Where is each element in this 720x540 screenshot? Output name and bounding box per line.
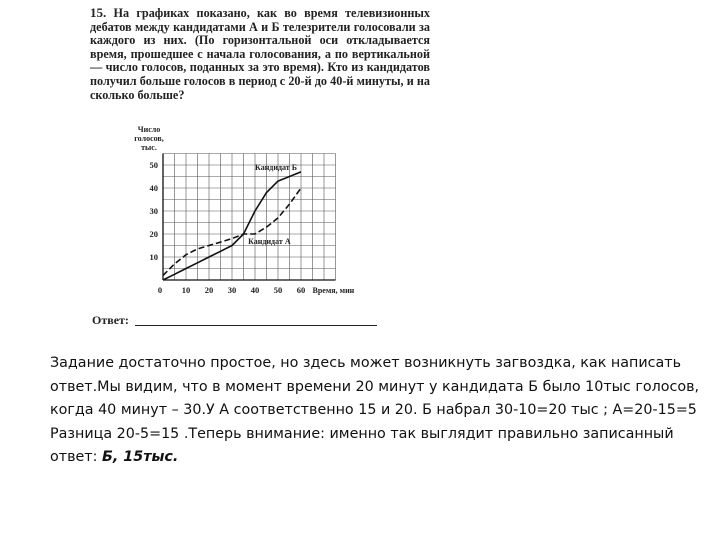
answer-line	[92, 313, 377, 328]
x-tick-label: 20	[204, 285, 214, 295]
problem-statement	[90, 6, 430, 102]
y-tick-label: 40	[149, 183, 158, 193]
y-axis-title-line: Число	[137, 125, 161, 134]
solution-text	[50, 352, 710, 470]
y-tick-label: 10	[149, 252, 158, 262]
series-label-b: Кандидат Б	[255, 163, 298, 172]
problem-number: 15.	[90, 5, 107, 20]
problem-text: На графиках показано, как во время телевизионных дебатов между кандидатами А и Б телезрители голосовали за каждого из них. (По горизонтальной оси откладывается время, прошедшее с начала голосования, а по вертикальной — число голосов, поданных за это время). Кто из кандидатов получил больше голосов в период с 20-й до 40-й минуты, и на сколько больше?	[90, 6, 430, 102]
x-axis-title: Время, мин	[312, 286, 355, 295]
x-tick-label: 10	[181, 285, 191, 295]
y-axis-title-line: тыс.	[141, 143, 157, 152]
y-tick-label: 30	[149, 206, 158, 216]
x-tick-label: 60	[296, 285, 306, 295]
answer-label: Ответ:	[92, 313, 129, 327]
x-tick-label: 30	[227, 285, 237, 295]
chart-grid	[163, 154, 336, 281]
y-axis-title-line: голосов,	[134, 134, 164, 143]
x-tick-label: 50	[273, 285, 283, 295]
final-answer: Б, 15тыс.	[102, 449, 179, 465]
origin-label: 0	[157, 285, 163, 295]
series-label-a: Кандидат А	[248, 236, 291, 246]
chart-labels	[134, 125, 354, 295]
x-tick-label: 40	[250, 285, 260, 295]
chart-axes	[163, 154, 336, 281]
votes-chart	[110, 120, 380, 300]
y-tick-label: 20	[149, 229, 158, 239]
solution-body: Задание достаточно простое, но здесь может возникнуть загвоздка, как написать ответ.Мы видим, что в момент времени 20 минут у кандидата Б было 10тыс голосов, когда 40 минут – 30.У А соответственно 15 и 20. Б набрал 30-10=20 тыс ; А=20-15=5 Разница 20-5=15 .Теперь внимание: именно так выглядит правильно записанный ответ:	[50, 355, 700, 465]
answer-blank	[135, 325, 377, 326]
y-tick-label: 50	[149, 160, 158, 170]
